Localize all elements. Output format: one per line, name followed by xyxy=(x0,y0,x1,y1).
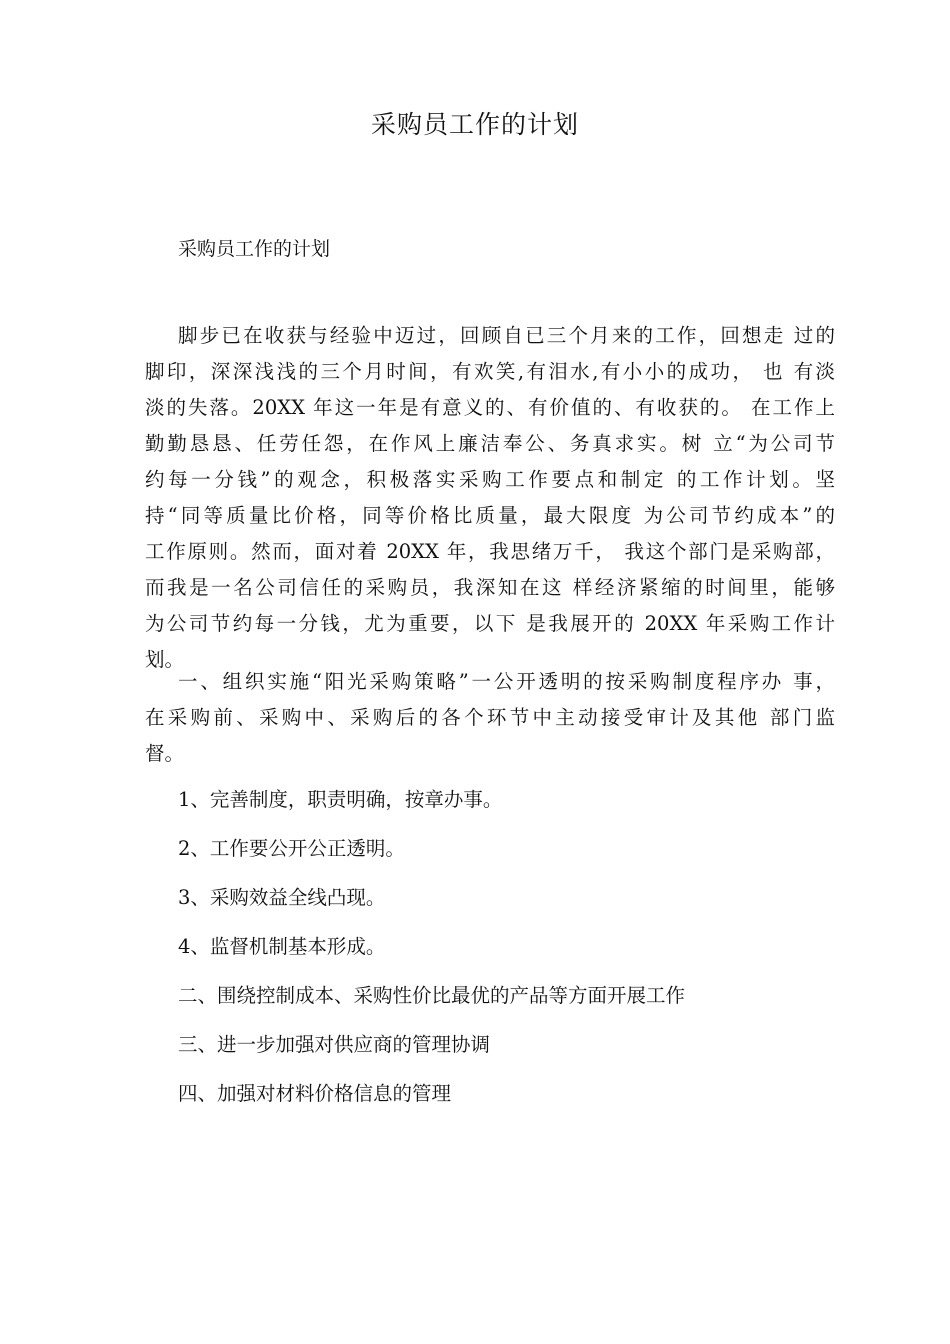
section-heading: 三、进一步加强对供应商的管理协调 xyxy=(178,1033,491,1056)
paragraph-line: 脚步已在收获与经验中迈过，回顾自已三个月来的工作，回想走 过的 xyxy=(178,324,835,347)
paragraph-line: 一、组织实施“阳光采购策略”一公开透明的按采购制度程序办 事， xyxy=(178,670,835,693)
paragraph-line: 而我是一名公司信任的采购员，我深知在这 样经济紧缩的时间里，能够 xyxy=(145,576,835,599)
paragraph-line: 约每一分钱”的观念，积极落实采购工作要点和制定 的工作计划。坚 xyxy=(145,468,835,491)
section-heading: 二、围绕控制成本、采购性价比最优的产品等方面开展工作 xyxy=(178,984,686,1007)
paragraph-line: 淡的失落。20XX 年这一年是有意义的、有价值的、有收获的。 在工作上 xyxy=(145,396,835,419)
paragraph-line: 工作原则。然而，面对着 20XX 年，我思绪万千， 我这个部门是采购部， xyxy=(145,540,835,563)
paragraph-line: 勤勤恳恳、任劳任怨，在作风上廉洁奉公、务真求实。树 立“为公司节 xyxy=(145,432,835,455)
paragraph-line: 持“同等质量比价格，同等价格比质量，最大限度 为公司节约成本”的 xyxy=(145,504,835,527)
paragraph-line: 划。 xyxy=(145,648,185,671)
intro-paragraph xyxy=(145,318,835,678)
document-title: 采购员工作的计划 xyxy=(370,110,579,139)
list-item: 1、完善制度，职责明确，按章办事。 xyxy=(178,788,503,811)
paragraph-line: 为公司节约每一分钱，尤为重要，以下 是我展开的 20XX 年采购工作计 xyxy=(145,612,835,635)
section-one-paragraph xyxy=(145,664,835,772)
list-item: 4、监督机制基本形成。 xyxy=(178,935,386,958)
list-item: 2、工作要公开公正透明。 xyxy=(178,837,405,860)
paragraph-line: 督。 xyxy=(145,742,185,765)
list-item: 3、采购效益全线凸现。 xyxy=(178,886,386,909)
section-heading: 四、加强对材料价格信息的管理 xyxy=(178,1082,452,1105)
document-subtitle: 采购员工作的计划 xyxy=(178,238,331,260)
paragraph-line: 脚印，深深浅浅的三个月时间，有欢笑,有泪水,有小小的成功， 也 有淡 xyxy=(145,360,835,383)
paragraph-line: 在采购前、采购中、采购后的各个环节中主动接受审计及其他 部门监 xyxy=(145,706,835,729)
